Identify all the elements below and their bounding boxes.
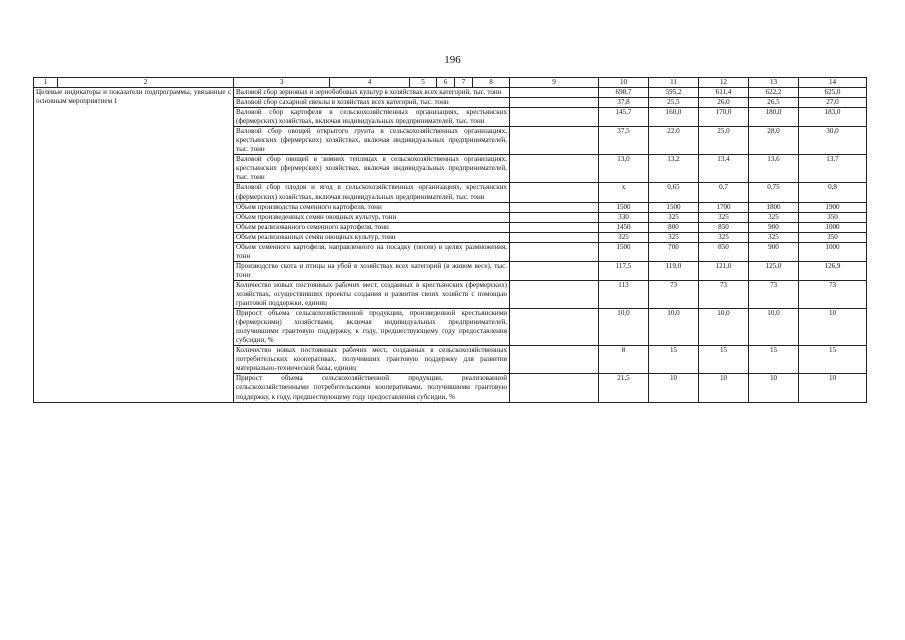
value-cell: 117,5 bbox=[599, 261, 649, 280]
value-cell: 595,2 bbox=[649, 88, 699, 98]
value-cell: 13,0 bbox=[599, 155, 649, 183]
indicator-cell: Количество новых постоянных рабочих мест, созданных в сельскохозяйственных потребительских кооперативах, получивших грантовую поддержку для развития материально-технической базы, единиц bbox=[234, 346, 510, 374]
value-cell: 850 bbox=[699, 222, 749, 232]
empty-cell bbox=[510, 183, 599, 202]
indicator-cell: Объем произведенных семян овощных культур, тонн bbox=[234, 212, 510, 222]
value-cell: 126,9 bbox=[799, 261, 867, 280]
value-cell: 700 bbox=[649, 242, 699, 261]
value-cell: 28,0 bbox=[749, 127, 799, 155]
empty-cell bbox=[510, 108, 599, 127]
value-cell: 26,5 bbox=[749, 98, 799, 108]
column-number: 6 bbox=[437, 78, 455, 88]
indicator-cell: Прирост объема сельскохозяйственной продукции, произведенной крестьянскими (фермерскими) хозяйствами, включая индивидуальных предпринимателей, получившими грантовую поддержку, к году, предшествующему году предоставления субсидии, % bbox=[234, 309, 510, 346]
value-cell: 73 bbox=[649, 280, 699, 308]
column-number: 1 bbox=[34, 78, 58, 88]
value-cell: 0,8 bbox=[799, 183, 867, 202]
indicator-cell: Объем семенного картофеля, направленного на посадку (посев) в целях размножения, тонн bbox=[234, 242, 510, 261]
column-number: 9 bbox=[510, 78, 599, 88]
value-cell: х bbox=[599, 183, 649, 202]
empty-cell bbox=[510, 261, 599, 280]
value-cell: 900 bbox=[749, 242, 799, 261]
value-cell: 170,0 bbox=[699, 108, 749, 127]
indicator-cell: Валовой сбор овощей в зимних теплицах в сельскохозяйственных организациях, крестьянских (фермерских) хозяйствах, включая индивидуальных предпринимателей, тыс. тонн bbox=[234, 155, 510, 183]
value-cell: 10 bbox=[799, 309, 867, 346]
indicator-cell: Валовой сбор картофеля в сельскохозяйственных организациях, крестьянских (фермерских) хозяйствах, включая индивидуальных предпринимателей, тыс. тонн bbox=[234, 108, 510, 127]
column-number-row bbox=[34, 78, 867, 88]
indicator-cell: Валовой сбор овощей открытого грунта в сельскохозяйственных организациях, крестьянских (фермерских) хозяйствах, включая индивидуальных предпринимателей, тыс. тонн bbox=[234, 127, 510, 155]
value-cell: 330 bbox=[599, 212, 649, 222]
value-cell: 183,0 bbox=[799, 108, 867, 127]
value-cell: 325 bbox=[749, 232, 799, 242]
value-cell: 8 bbox=[599, 346, 649, 374]
value-cell: 10 bbox=[649, 374, 699, 402]
column-number: 10 bbox=[599, 78, 649, 88]
value-cell: 121,0 bbox=[699, 261, 749, 280]
value-cell: 10,0 bbox=[599, 309, 649, 346]
value-cell: 325 bbox=[599, 232, 649, 242]
value-cell: 10,0 bbox=[749, 309, 799, 346]
indicators-table bbox=[33, 77, 867, 403]
indicator-cell: Объем реализованного семенного картофеля, тонн bbox=[234, 222, 510, 232]
empty-cell bbox=[510, 309, 599, 346]
column-number: 14 bbox=[799, 78, 867, 88]
value-cell: 325 bbox=[749, 212, 799, 222]
value-cell: 350 bbox=[799, 212, 867, 222]
value-cell: 15 bbox=[649, 346, 699, 374]
empty-cell bbox=[510, 222, 599, 232]
value-cell: 26,0 bbox=[699, 98, 749, 108]
value-cell: 325 bbox=[699, 212, 749, 222]
value-cell: 1900 bbox=[799, 202, 867, 212]
value-cell: 30,0 bbox=[799, 127, 867, 155]
value-cell: 1000 bbox=[799, 242, 867, 261]
column-number: 13 bbox=[749, 78, 799, 88]
empty-cell bbox=[510, 88, 599, 98]
value-cell: 900 bbox=[749, 222, 799, 232]
value-cell: 1500 bbox=[649, 202, 699, 212]
value-cell: 325 bbox=[649, 232, 699, 242]
column-number: 8 bbox=[473, 78, 510, 88]
column-number: 3 bbox=[234, 78, 330, 88]
value-cell: 1700 bbox=[699, 202, 749, 212]
indicator-cell: Валовой сбор зерновых и зернобобовых культур в хозяйствах всех категорий, тыс. тонн bbox=[234, 88, 510, 98]
value-cell: 350 bbox=[799, 232, 867, 242]
column-number: 5 bbox=[410, 78, 437, 88]
page-number: 196 bbox=[444, 54, 461, 66]
empty-cell bbox=[510, 98, 599, 108]
indicator-cell: Количество новых постоянных рабочих мест, созданных в крестьянских (фермерских) хозяйствах, осуществивших проекты создания и развития своих хозяйств с помощью грантовой поддержки, единиц bbox=[234, 280, 510, 308]
empty-cell bbox=[510, 346, 599, 374]
value-cell: 625,0 bbox=[799, 88, 867, 98]
value-cell: 1800 bbox=[749, 202, 799, 212]
value-cell: 73 bbox=[749, 280, 799, 308]
value-cell: 1500 bbox=[599, 242, 649, 261]
value-cell: 10,0 bbox=[699, 309, 749, 346]
value-cell: 325 bbox=[699, 232, 749, 242]
indicator-cell: Валовой сбор плодов и ягод в сельскохозяйственных организациях, крестьянских (фермерских) хозяйствах, включая индивидуальных предпринимателей, тыс. тонн bbox=[234, 183, 510, 202]
column-number: 11 bbox=[649, 78, 699, 88]
value-cell: 22,0 bbox=[649, 127, 699, 155]
value-cell: 13,6 bbox=[749, 155, 799, 183]
empty-cell bbox=[510, 202, 599, 212]
value-cell: 160,0 bbox=[649, 108, 699, 127]
empty-cell bbox=[510, 232, 599, 242]
empty-cell bbox=[510, 155, 599, 183]
value-cell: 113 bbox=[599, 280, 649, 308]
value-cell: 0,7 bbox=[699, 183, 749, 202]
empty-cell bbox=[510, 242, 599, 261]
value-cell: 25,5 bbox=[649, 98, 699, 108]
value-cell: 73 bbox=[799, 280, 867, 308]
value-cell: 622,2 bbox=[749, 88, 799, 98]
value-cell: 0,65 bbox=[649, 183, 699, 202]
value-cell: 698,7 bbox=[599, 88, 649, 98]
value-cell: 0,75 bbox=[749, 183, 799, 202]
value-cell: 27,0 bbox=[799, 98, 867, 108]
value-cell: 180,0 bbox=[749, 108, 799, 127]
empty-cell bbox=[510, 374, 599, 402]
indicator-cell: Валовой сбор сахарной свеклы в хозяйствах всех категорий, тыс. тонн bbox=[234, 98, 510, 108]
value-cell: 13,7 bbox=[799, 155, 867, 183]
value-cell: 13,2 bbox=[649, 155, 699, 183]
column-number: 12 bbox=[699, 78, 749, 88]
empty-cell bbox=[510, 280, 599, 308]
value-cell: 25,0 bbox=[699, 127, 749, 155]
indicator-cell: Производство скота и птицы на убой в хозяйствах всех категорий (в живом весе), тыс. тонн bbox=[234, 261, 510, 280]
column-number: 4 bbox=[330, 78, 410, 88]
value-cell: 145,7 bbox=[599, 108, 649, 127]
indicator-cell: Объем производства семенного картофеля, тонн bbox=[234, 202, 510, 212]
value-cell: 73 bbox=[699, 280, 749, 308]
value-cell: 119,0 bbox=[649, 261, 699, 280]
value-cell: 1450 bbox=[599, 222, 649, 232]
value-cell: 10,0 bbox=[649, 309, 699, 346]
empty-cell bbox=[510, 212, 599, 222]
value-cell: 10 bbox=[749, 374, 799, 402]
value-cell: 1500 bbox=[599, 202, 649, 212]
table-body bbox=[34, 78, 867, 403]
value-cell: 800 bbox=[649, 222, 699, 232]
value-cell: 15 bbox=[749, 346, 799, 374]
value-cell: 325 bbox=[649, 212, 699, 222]
value-cell: 10 bbox=[799, 374, 867, 402]
value-cell: 21,5 bbox=[599, 374, 649, 402]
value-cell: 850 bbox=[699, 242, 749, 261]
indicator-cell: Объем реализованных семян овощных культур, тонн bbox=[234, 232, 510, 242]
value-cell: 125,0 bbox=[749, 261, 799, 280]
value-cell: 37,5 bbox=[599, 127, 649, 155]
value-cell: 15 bbox=[799, 346, 867, 374]
value-cell: 15 bbox=[699, 346, 749, 374]
indicator-cell: Прирост объема сельскохозяйственной продукции, реализованной сельскохозяйственными потребительскими кооперативами, получившими грантовую поддержку, к году, предшествующему году предоставления субсидии, % bbox=[234, 374, 510, 402]
column-number: 2 bbox=[58, 78, 234, 88]
value-cell: 10 bbox=[699, 374, 749, 402]
empty-cell bbox=[510, 127, 599, 155]
group-label-cell: Целевые индикаторы и показатели подпрограммы, увязанные с основным мероприятием 1 bbox=[34, 88, 234, 403]
value-cell: 611,4 bbox=[699, 88, 749, 98]
value-cell: 1000 bbox=[799, 222, 867, 232]
table-row bbox=[34, 88, 867, 98]
column-number: 7 bbox=[455, 78, 473, 88]
value-cell: 13,4 bbox=[699, 155, 749, 183]
value-cell: 37,8 bbox=[599, 98, 649, 108]
